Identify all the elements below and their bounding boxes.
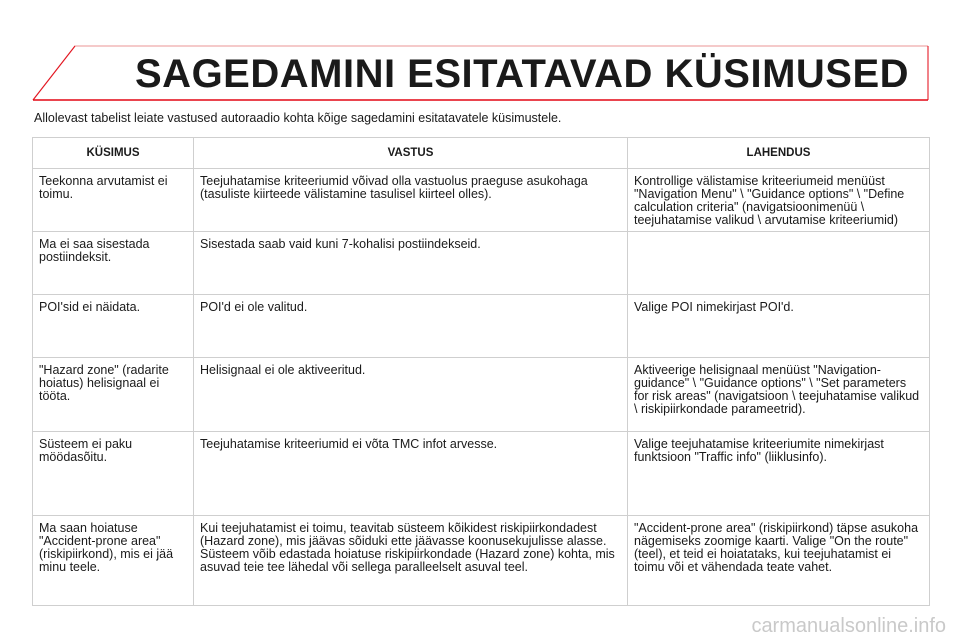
answer-cell: POI'd ei ole valitud. — [194, 295, 628, 358]
solution-cell: Kontrollige välistamise kriteeriumeid menüüst "Navigation Menu" \ "Guidance options" \ "Define calculation criteria" (navigatsioonimenüü \ teejuhatamise valikud \ arvutamise kriteeriumid) — [628, 169, 930, 232]
page-title: SAGEDAMINI ESITATAVAD KÜSIMUSED — [135, 52, 910, 96]
question-cell: Teekonna arvutamist ei toimu. — [33, 169, 194, 232]
solution-cell: Aktiveerige helisignaal menüüst "Navigation-guidance" \ "Guidance options" \ "Set parameters for risk areas" (navigatsioon \ teejuhatamise valikud \ riskipiirkondade parameetrid). — [628, 358, 930, 432]
table-row — [33, 432, 930, 516]
question-cell: Süsteem ei paku möödasõitu. — [33, 432, 194, 516]
question-cell: POI'sid ei näidata. — [33, 295, 194, 358]
table-row — [33, 169, 930, 232]
faq-table — [32, 137, 930, 606]
table-row — [33, 232, 930, 295]
answer-cell: Kui teejuhatamist ei toimu, teavitab süsteem kõikidest riskipiirkondadest (Hazard zone), mis jäävas sõiduki ette jäävasse koonusekujulisse alasse. Süsteem võib edastada hoiatuse riskipiirkondade (Hazard zone) kohta, mis asuvad teie tee lähedal või sellega paralleelselt asuval teel. — [194, 516, 628, 606]
question-cell: "Hazard zone" (radarite hoiatus) helisignaal ei tööta. — [33, 358, 194, 432]
answer-cell: Helisignaal ei ole aktiveeritud. — [194, 358, 628, 432]
answer-cell: Teejuhatamise kriteeriumid ei võta TMC infot arvesse. — [194, 432, 628, 516]
question-cell: Ma ei saa sisestada postiindeksit. — [33, 232, 194, 295]
table-row — [33, 516, 930, 606]
solution-cell: "Accident-prone area" (riskipiirkond) täpse asukoha nägemiseks zoomige kaarti. Valige "On the route" (teel), et teid ei hoiatataks, kui teejuhatamist ei toimu või et vähendada teate vahet. — [628, 516, 930, 606]
column-header-solution: LAHENDUS — [628, 138, 930, 169]
intro-text: Allolevast tabelist leiate vastused autoraadio kohta kõige sagedamini esitatavatele küsimustele. — [34, 111, 562, 125]
table-header-row — [33, 138, 930, 169]
column-header-question: KÜSIMUS — [33, 138, 194, 169]
solution-cell: Valige teejuhatamise kriteeriumite nimekirjast funktsioon "Traffic info" (liiklusinfo). — [628, 432, 930, 516]
question-cell: Ma saan hoiatuse "Accident-prone area" (riskipiirkond), mis ei jää minu teele. — [33, 516, 194, 606]
solution-cell — [628, 232, 930, 295]
answer-cell: Sisestada saab vaid kuni 7-kohalisi postiindekseid. — [194, 232, 628, 295]
column-header-answer: VASTUS — [194, 138, 628, 169]
solution-cell: Valige POI nimekirjast POI'd. — [628, 295, 930, 358]
answer-cell: Teejuhatamise kriteeriumid võivad olla vastuolus praeguse asukohaga (tasuliste kiirteede välistamine tasulisel kiirteel olles). — [194, 169, 628, 232]
table-row — [33, 295, 930, 358]
table-row — [33, 358, 930, 432]
watermark: carmanualsonline.info — [751, 615, 946, 637]
